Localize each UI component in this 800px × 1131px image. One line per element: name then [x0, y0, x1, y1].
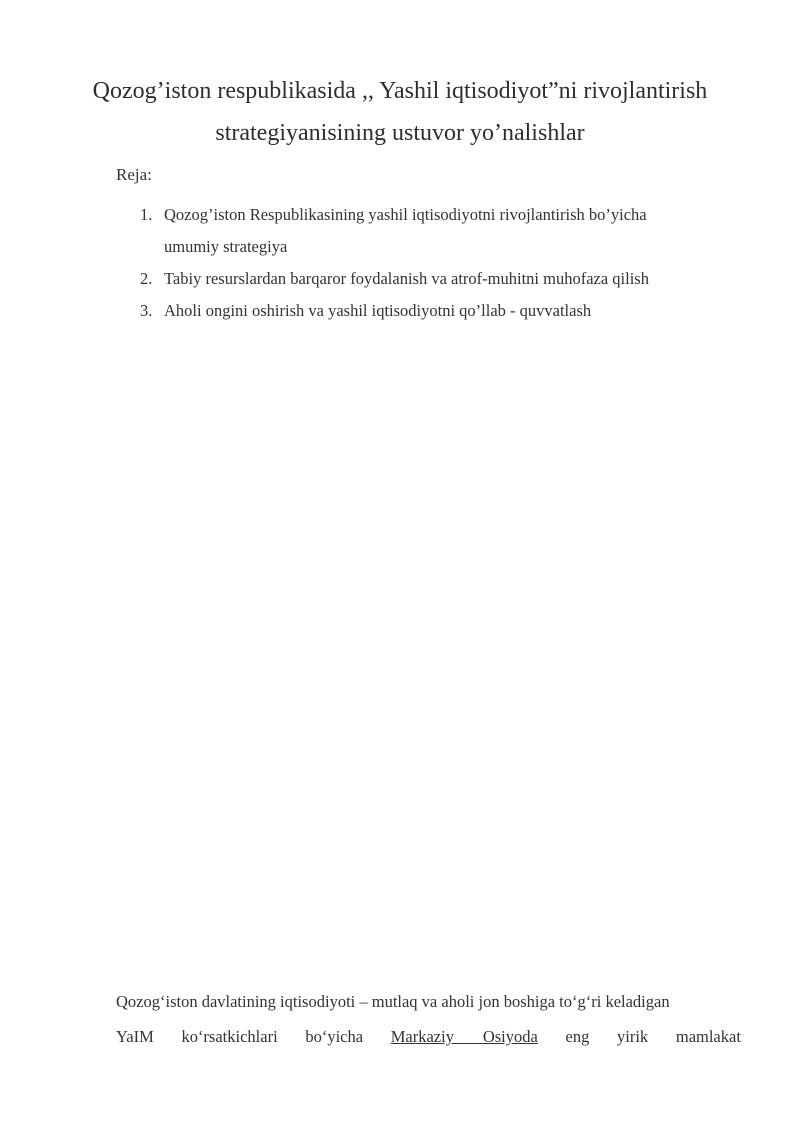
- plan-item-number: 3.: [140, 301, 153, 320]
- paragraph-word: yirik: [617, 1027, 649, 1046]
- plan-item: [140, 295, 740, 327]
- paragraph-word: mamlakat: [675, 1027, 741, 1046]
- plan-item-line: Qozog’iston Respublikasining yashil iqtisodiyotni rivojlantirish bo’yicha: [164, 205, 647, 224]
- paragraph-word: bo‘yicha: [305, 1027, 364, 1046]
- plan-item: [140, 263, 740, 295]
- body-paragraph: [116, 984, 741, 1054]
- plan-item-number: 1.: [140, 205, 153, 224]
- plan-item-text: Tabiy resurslardan barqaror foydalanish va atrof-muhitni muhofaza qilish: [164, 269, 649, 288]
- plan-label: Reja:: [116, 165, 152, 184]
- paragraph-word: ko‘rsatkichlari: [181, 1027, 278, 1046]
- plan-item-number: 2.: [140, 269, 153, 288]
- plan-item-text: [164, 199, 740, 263]
- plan-item: [140, 199, 740, 263]
- plan-list: [140, 199, 740, 327]
- central-asia-link[interactable]: [391, 1019, 538, 1054]
- paragraph-line-1: Qozog‘iston davlatining iqtisodiyoti – mutlaq va aholi jon boshiga to‘g‘ri keladigan: [116, 992, 670, 1011]
- title-line-1: Qozog’iston respublikasida ,, Yashil iqtisodiyot”ni rivojlantirish: [92, 78, 708, 104]
- paragraph-word: eng: [565, 1027, 590, 1046]
- paragraph-line-2: [116, 1019, 741, 1054]
- title-line-2: strategiyanisining ustuvor yo’nalishlar: [215, 120, 585, 146]
- plan-item-line: umumiy strategiya: [164, 237, 288, 256]
- paragraph-word: YaIM: [116, 1027, 154, 1046]
- plan-item-text: Aholi ongini oshirish va yashil iqtisodiyotni qo’llab - quvvatlash: [164, 301, 592, 320]
- paragraph-word: Osiyoda: [482, 1027, 538, 1046]
- document-title: [60, 70, 740, 154]
- paragraph-word: Markaziy: [390, 1027, 454, 1046]
